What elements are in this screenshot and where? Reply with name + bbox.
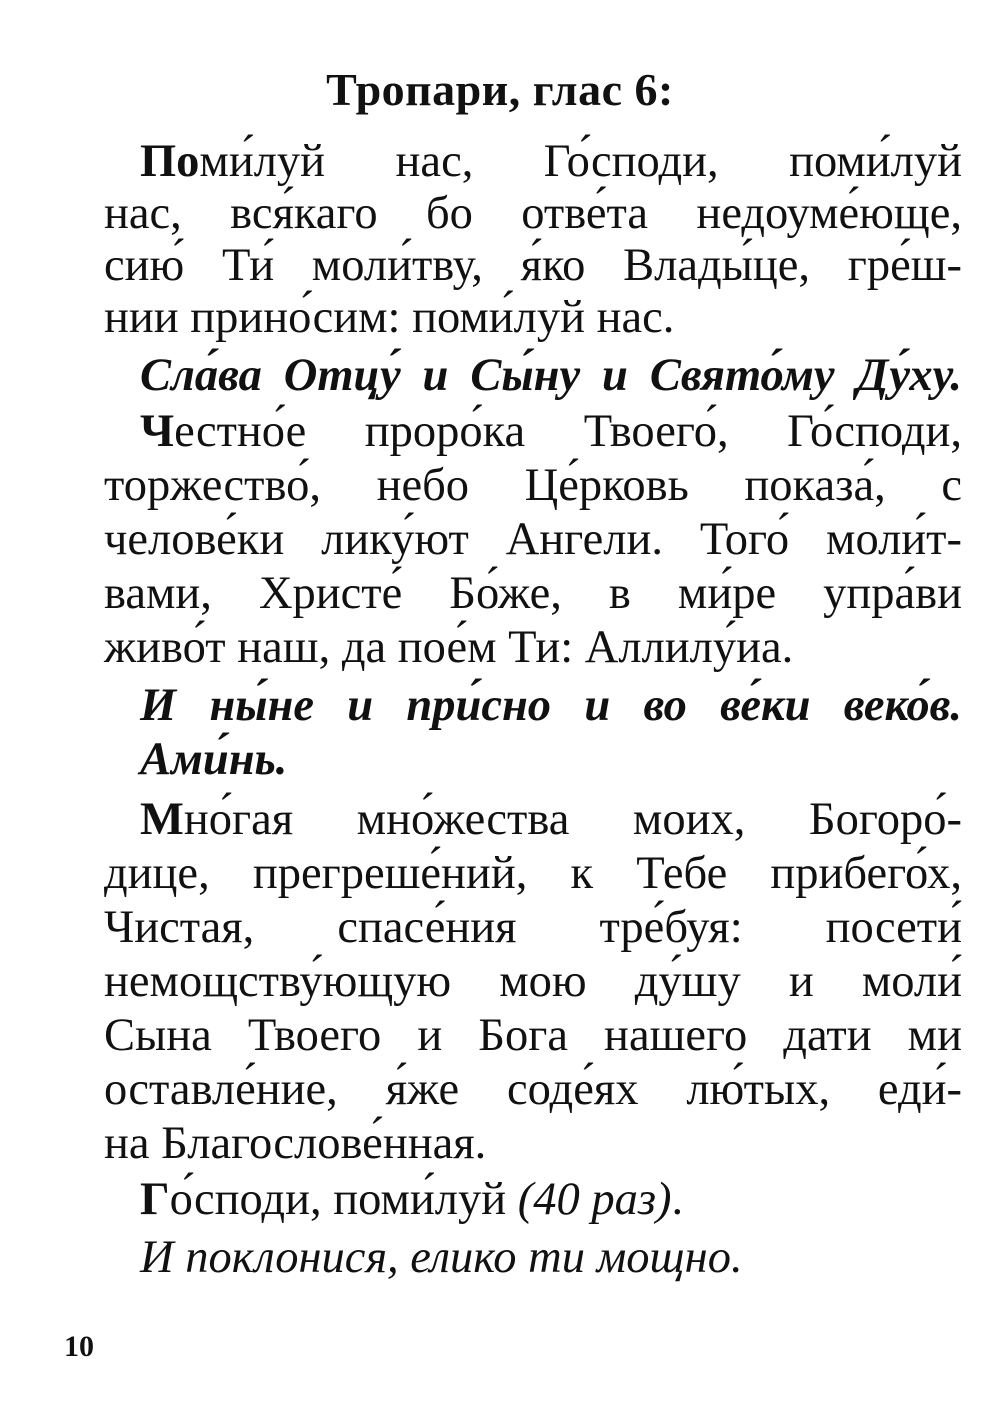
line-text: ми́луй нас, Го́споди, поми́луй	[199, 136, 962, 187]
bow-instruction: И поклонися, елико ти мощно.	[140, 1232, 743, 1283]
troparion-1-line-3: сию́ Ти́ моли́тву, я́ко Влады́це, гре́ш-	[104, 240, 962, 291]
theotokion-line-3: Чистая, спасе́ния тре́буя: посети́	[104, 902, 962, 953]
drop-initial: Ч	[140, 406, 175, 457]
troparion-2-line-2: торжество́, небо Це́рковь показа́, с	[104, 460, 962, 511]
drop-initial: Г	[140, 1174, 170, 1225]
line-text: естно́е проро́ка Твоего́, Го́споди,	[174, 406, 962, 457]
lord-have-mercy-line	[140, 1174, 962, 1226]
glory-verse: Сла́ва Отцу́ и Сы́ну и Свято́му Ду́ху.	[140, 350, 962, 401]
theotokion-line-1	[140, 794, 962, 846]
line-end: .	[671, 1174, 684, 1225]
theotokion-line-6: оставле́ние, я́же соде́ях лю́тых, еди́-	[104, 1064, 962, 1115]
drop-initial: По	[140, 136, 200, 187]
troparion-2-line-5: живо́т наш, да пое́м Ти: Аллилу́иа.	[104, 622, 794, 673]
troparion-2-line-3: челове́ки лику́ют Ангели. Того́ моли́т-	[104, 514, 962, 565]
troparion-2-line-4: вами, Христе́ Бо́же, в ми́ре упра́ви	[104, 568, 962, 619]
now-and-ever-line-1: И ны́не и при́сно и во ве́ки веко́в.	[140, 680, 962, 731]
line-text: но́гая мно́жества моих, Богоро́-	[183, 794, 962, 845]
repeat-count: (40 раз)	[517, 1174, 672, 1225]
line-text: о́споди, поми́луй	[169, 1174, 507, 1225]
theotokion-line-5: Сына Твоего и Бога нашего дати ми	[104, 1010, 962, 1061]
troparion-1-line-2: нас, вся́каго бо отве́та недоуме́юще,	[104, 188, 962, 239]
theotokion-line-2: дице, прегреше́ний, к Тебе прибего́х,	[104, 848, 962, 899]
page-number: 10	[64, 1330, 94, 1363]
theotokion-line-7: на Благослове́нная.	[104, 1118, 487, 1169]
troparion-1-line-4: нии прино́сим: поми́луй нас.	[104, 292, 675, 343]
section-title: Тропари, глас 6:	[326, 64, 674, 115]
drop-initial: М	[140, 794, 184, 845]
now-and-ever-line-2: Ами́нь.	[140, 734, 288, 785]
theotokion-line-4: немощству́ющую мою ду́шу и моли́	[104, 956, 962, 1007]
troparion-2-line-1	[140, 406, 962, 458]
troparion-1-line-1	[140, 136, 962, 188]
